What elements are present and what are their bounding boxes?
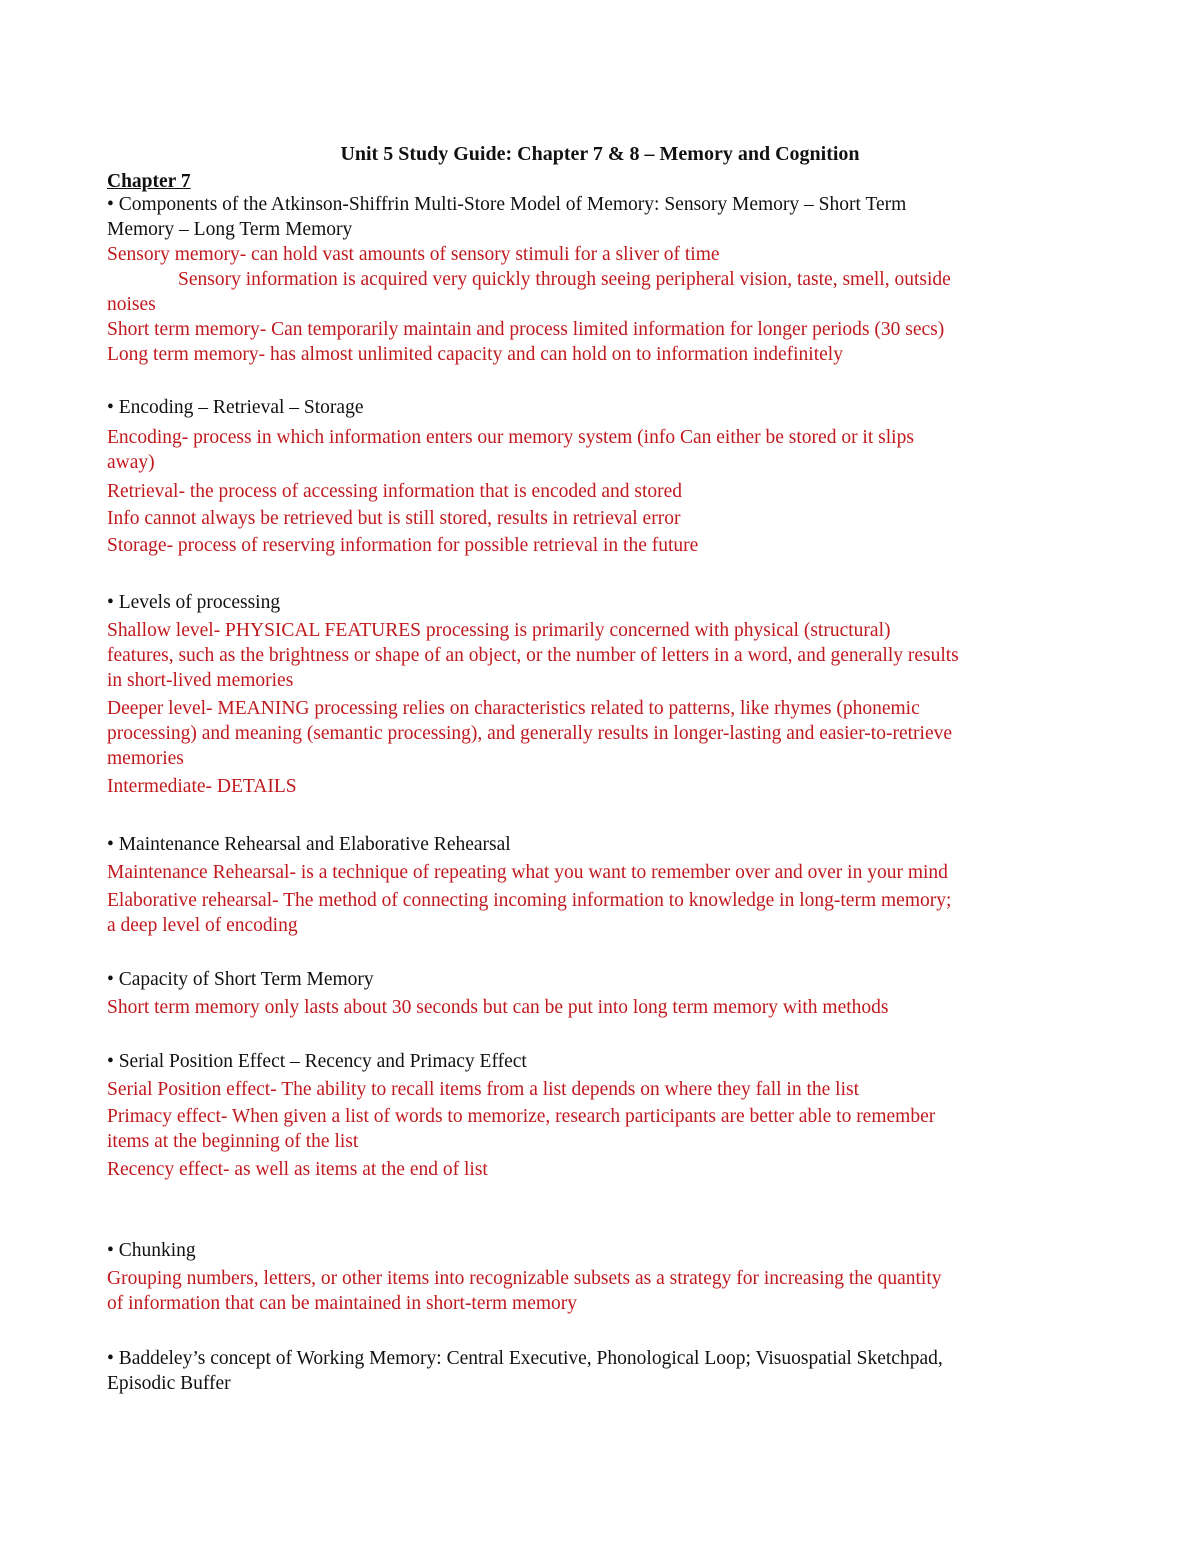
section-encoding-answers [107, 425, 1097, 475]
answer-line: of information that can be maintained in short-term memory [107, 1293, 578, 1314]
section-encoding-answers-2 [107, 479, 1097, 558]
answer-line: Deeper level- MEANING processing relies on characteristics related to patterns, like rhymes (phonemic [107, 698, 920, 719]
section-rehearsal [107, 832, 1097, 938]
bullet-heading: • Components of the Atkinson-Shiffrin Multi-Store Model of Memory: Sensory Memory – Short Term [107, 192, 1097, 217]
answer-line: Short term memory- Can temporarily maintain and process limited information for longer periods (30 secs) [107, 319, 945, 340]
bullet-heading: • Maintenance Rehearsal and Elaborative Rehearsal [107, 832, 1097, 857]
bullet-heading: • Levels of processing [107, 590, 1097, 615]
answer-line: Retrieval- the process of accessing information that is encoded and stored [107, 481, 683, 502]
answer-line: Encoding- process in which information enters our memory system (info Can either be stored or it slips [107, 427, 914, 448]
page-title: Unit 5 Study Guide: Chapter 7 & 8 – Memory and Cognition [340, 143, 860, 165]
answer-line: items at the beginning of the list [107, 1131, 359, 1152]
answer-line: Primacy effect- When given a list of words to memorize, research participants are better able to remember [107, 1106, 936, 1127]
answer-line: features, such as the brightness or shape of an object, or the number of letters in a word, and generally results [107, 645, 959, 666]
bullet-heading: • Serial Position Effect – Recency and Primacy Effect [107, 1049, 1097, 1074]
section-chunking [107, 1238, 1097, 1316]
answer-line: Long term memory- has almost unlimited capacity and can hold on to information indefinitely [107, 344, 843, 365]
bullet-heading-cont: Episodic Buffer [107, 1373, 231, 1394]
answer-line: Grouping numbers, letters, or other items into recognizable subsets as a strategy for increasing the quantity [107, 1268, 942, 1289]
bullet-heading: • Encoding – Retrieval – Storage [107, 395, 1097, 420]
section-model [107, 192, 1097, 367]
answer-line: Recency effect- as well as items at the end of list [107, 1159, 488, 1180]
section-baddeley [107, 1346, 1097, 1396]
answer-line: Maintenance Rehearsal- is a technique of repeating what you want to remember over and over in your mind [107, 862, 948, 883]
answer-line: memories [107, 748, 184, 769]
answer-line: a deep level of encoding [107, 915, 298, 936]
answer-line: noises [107, 294, 156, 315]
chapter-heading: Chapter 7 [107, 171, 191, 192]
answer-line: Storage- process of reserving information for possible retrieval in the future [107, 535, 699, 556]
bullet-heading: • Capacity of Short Term Memory [107, 967, 1097, 992]
answer-line: Short term memory only lasts about 30 seconds but can be put into long term memory with methods [107, 997, 889, 1018]
answer-line: Elaborative rehearsal- The method of connecting incoming information to knowledge in long-term memory; [107, 890, 952, 911]
answer-line: Info cannot always be retrieved but is still stored, results in retrieval error [107, 508, 681, 529]
section-levels [107, 590, 1097, 799]
answer-line: Intermediate- DETAILS [107, 776, 297, 797]
section-encoding [107, 395, 1097, 420]
section-capacity [107, 967, 1097, 1020]
answer-line: away) [107, 452, 155, 473]
answer-line: Sensory memory- can hold vast amounts of sensory stimuli for a sliver of time [107, 244, 720, 265]
section-serial [107, 1049, 1097, 1182]
bullet-heading: • Chunking [107, 1238, 1097, 1263]
bullet-heading-cont: Memory – Long Term Memory [107, 219, 353, 240]
answer-line: in short-lived memories [107, 670, 294, 691]
bullet-heading: • Baddeley’s concept of Working Memory: Central Executive, Phonological Loop; Visuospatial Sketchpad, [107, 1346, 1097, 1371]
answer-line: Sensory information is acquired very quickly through seeing peripheral vision, taste, smell, outside [178, 269, 951, 290]
answer-line: processing) and meaning (semantic processing), and generally results in longer-lasting and easier-to-retrieve [107, 723, 953, 744]
answer-line: Shallow level- PHYSICAL FEATURES processing is primarily concerned with physical (structural) [107, 620, 891, 641]
answer-line: Serial Position effect- The ability to recall items from a list depends on where they fall in the list [107, 1079, 860, 1100]
